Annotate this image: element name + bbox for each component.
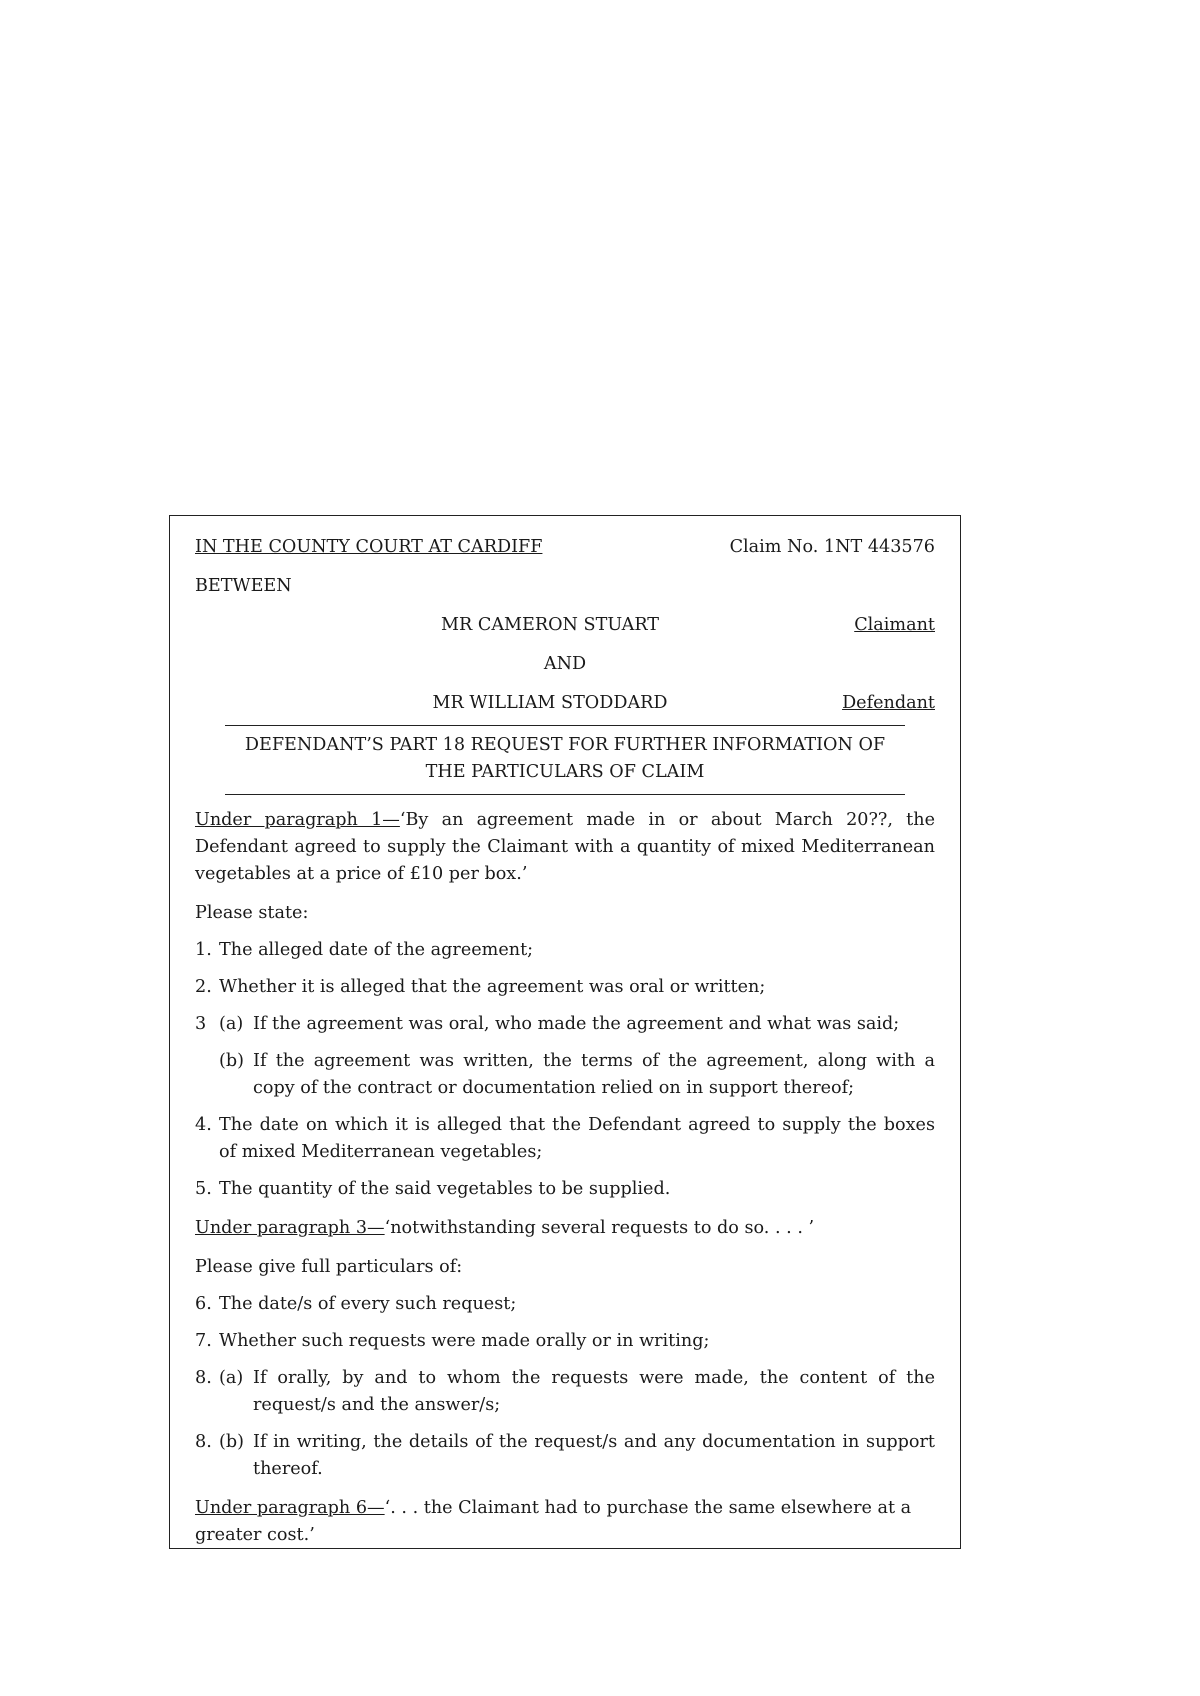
list-item (219, 1048, 935, 1102)
court-name: IN THE COUNTY COURT AT CARDIFF (195, 537, 543, 557)
item-text: If the agreement was written, the terms of the agreement, along with a copy of the contract or documentation relied on in support thereof; (253, 1051, 935, 1098)
claim-number: Claim No. 1NT 443576 (729, 537, 935, 557)
list-item (195, 937, 935, 964)
document-page (169, 515, 961, 1549)
between-label: BETWEEN (195, 576, 292, 596)
item-sub-label: (a) (219, 1014, 244, 1034)
item-number: 6. (195, 1294, 212, 1314)
list-item (195, 1328, 935, 1355)
item-sub-label: (b) (219, 1432, 244, 1452)
defendant-row (195, 690, 935, 717)
item-text: Whether such requests were made orally or in writing; (219, 1331, 710, 1351)
item-text: The quantity of the said vegetables to be supplied. (219, 1179, 671, 1199)
list-item (195, 1112, 935, 1166)
item-number: 4. (195, 1115, 212, 1135)
list-item (195, 1011, 935, 1038)
defendant-name: MR WILLIAM STODDARD (432, 693, 668, 713)
section1-quote: ‘By an agreement made in or about March 20??, the Defendant agreed to supply the Claimant with a quantity of mixed Mediterranean vegetables at a price of £10 per box.’ (195, 810, 935, 884)
section2-ref: Under paragraph 3— (195, 1218, 385, 1238)
claimant-name: MR CAMERON STUART (441, 615, 659, 635)
claimant-row (195, 612, 935, 639)
document-title: DEFENDANT’S PART 18 REQUEST FOR FURTHER INFORMATION OF THE PARTICULARS OF CLAIM (225, 725, 905, 795)
item-text: If the agreement was oral, who made the agreement and what was said; (253, 1014, 900, 1034)
section2-intro: Please give full particulars of: (195, 1257, 463, 1277)
item-number: 1. (195, 940, 212, 960)
item-text: The date/s of every such request; (219, 1294, 517, 1314)
item-number: 8. (195, 1368, 212, 1388)
item-sub-label: (b) (219, 1051, 244, 1071)
section1-intro: Please state: (195, 903, 309, 923)
list-item (195, 1176, 935, 1203)
and-label: AND (543, 654, 587, 674)
item-text: The date on which it is alleged that the Defendant agreed to supply the boxes of mixed Mediterranean vegetables; (219, 1115, 935, 1162)
item-text: The alleged date of the agreement; (219, 940, 534, 960)
list-item (195, 1365, 935, 1419)
section1-ref: Under paragraph 1— (195, 810, 400, 830)
item-text: If orally, by and to whom the requests were made, the content of the request/s and the answer/s; (253, 1368, 935, 1415)
item-sub-label: (a) (219, 1368, 244, 1388)
item-number: 5. (195, 1179, 212, 1199)
list-item (195, 1429, 935, 1483)
item-number: 3 (195, 1014, 207, 1034)
item-text: If in writing, the details of the request/s and any documentation in support thereof. (253, 1432, 935, 1479)
item-number: 7. (195, 1331, 212, 1351)
defendant-role: Defendant (842, 693, 935, 713)
list-item (195, 1291, 935, 1318)
item-number: 8. (195, 1432, 212, 1452)
header-row (195, 534, 935, 561)
section3-quote: ‘. . . the Claimant had to purchase the same elsewhere at a greater cost.’ (195, 1498, 912, 1545)
section2-heading (195, 1215, 935, 1242)
section3-ref: Under paragraph 6— (195, 1498, 385, 1518)
list-item (195, 974, 935, 1001)
claimant-role: Claimant (854, 615, 935, 635)
section1-heading (195, 807, 935, 888)
section3-heading (195, 1495, 935, 1549)
item-text: Whether it is alleged that the agreement was oral or written; (219, 977, 766, 997)
section2-quote: ‘notwithstanding several requests to do so. . . . ’ (384, 1218, 815, 1238)
item-number: 2. (195, 977, 212, 997)
